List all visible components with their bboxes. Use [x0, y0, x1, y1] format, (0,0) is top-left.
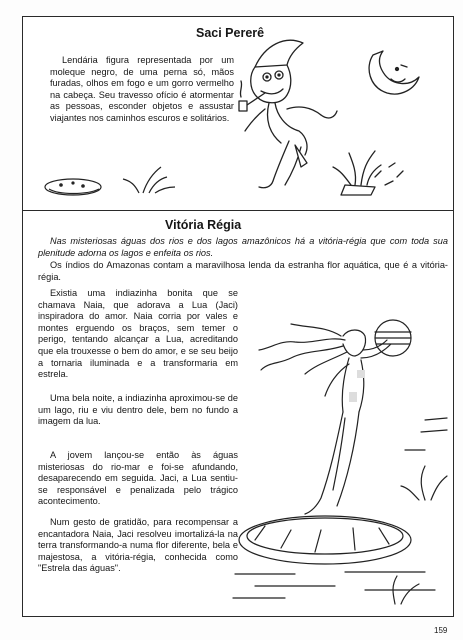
- saci-text: Lendária figura representada por um moleque negro, de uma perna só, mãos furadas, olhos em fogo e um gorro vermelho na cabeça. Seu travesso ofício é atormentar as pessoas, esconder objetos e assustar viajantes nos caminhos escuros e solitários.: [50, 55, 234, 123]
- vitoria-title: Vitória Régia: [165, 218, 242, 232]
- section-divider: [22, 210, 454, 211]
- vitoria-paragraph-4: Uma bela noite, a indiazinha aproximou-se de um lago, riu e viu dentro dele, bem no fundo a imagem da lua.: [38, 393, 238, 427]
- saci-illustration: [225, 35, 440, 205]
- vitoria-paragraph-1: Nas misteriosas águas dos rios e dos lagos amazônicos há a vitória-régia que com toda sua plenitude adorna os lagos e enfeita os rios.: [38, 236, 448, 258]
- rock-illustration: [35, 165, 185, 205]
- vitoria-paragraph-5: A jovem lançou-se então às águas misteriosas do rio-mar e foi-se afundando, desaparecendo em seguida. Jaci, a Lua sentiu-se responsável e penalizada pelo trágico acontecimento.: [38, 450, 238, 507]
- naia-illustration: [225, 300, 450, 612]
- vitoria-paragraph-2: Os índios do Amazonas contam a maravilhosa lenda da estranha flor aquática, que é a vitória-régia.: [38, 260, 448, 282]
- saci-title: Saci Pererê: [196, 26, 265, 40]
- vitoria-paragraph-3: Existia uma indiazinha bonita que se chamava Naia, que adorava a Lua (Jaci) inspiradora do amor. Naia corria por vales e montes erguendo os braços, sem temer o perigo, tentando alcançar a Lua, acreditando que ela trouxesse o bem do amor, e se seu beijo a tornaria iluminada e a transformaria em estrela.: [38, 288, 238, 380]
- page-number: 159: [434, 626, 448, 635]
- vitoria-paragraph-6: Num gesto de gratidão, para recompensar a encantadora Naia, Jaci resolveu imortalizá-la na terra transformando-a numa flor diferente, bela e majestosa, a vitória-régia, conhecida como "Estrela das águas".: [38, 517, 238, 574]
